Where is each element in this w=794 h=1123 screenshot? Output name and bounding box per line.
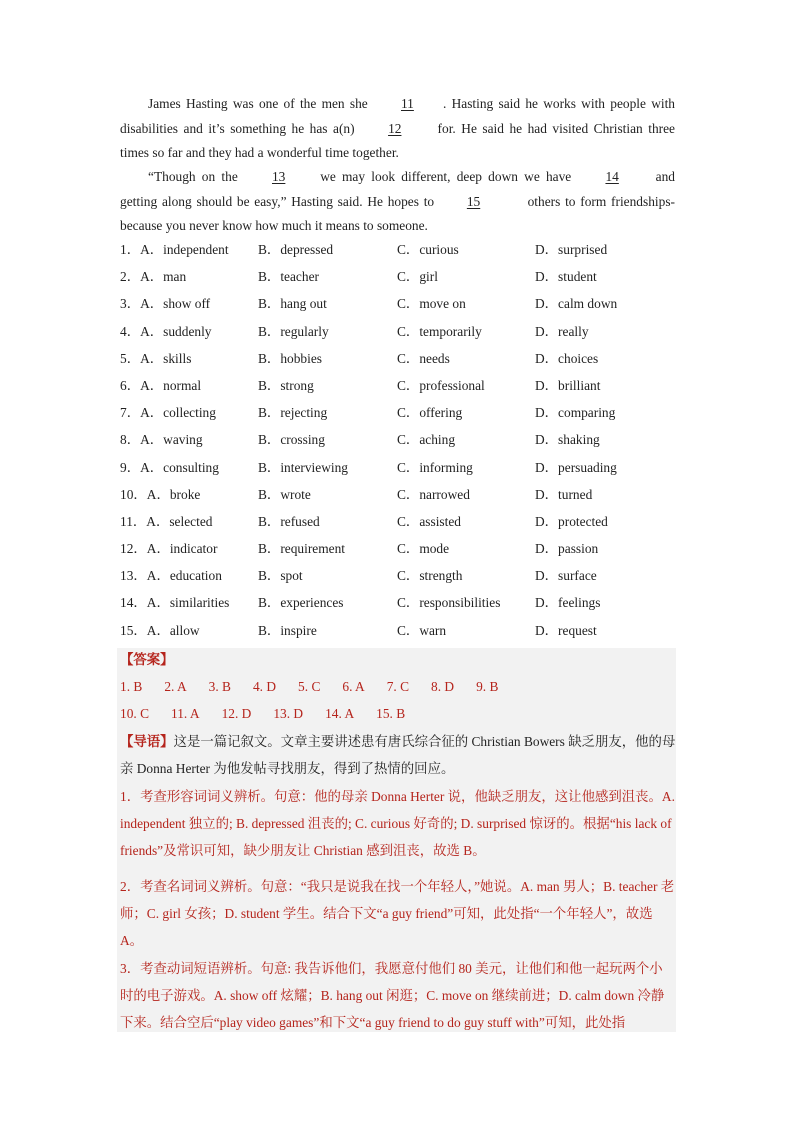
option-c[interactable]: C．warn <box>397 622 447 638</box>
option-b[interactable]: B．hobbies <box>258 350 322 366</box>
option-c[interactable]: C．mode <box>397 541 450 557</box>
option-d[interactable]: D．surface <box>535 568 597 584</box>
option-row <box>120 510 680 537</box>
answer-key: 15. B <box>376 706 406 721</box>
option-a[interactable]: 4．A．suddenly <box>120 323 212 339</box>
option-d[interactable]: D．passion <box>535 541 599 557</box>
option-b[interactable]: B．interviewing <box>258 459 349 475</box>
option-row <box>120 374 680 401</box>
option-a[interactable]: 3．A．show off <box>120 296 211 312</box>
option-a[interactable]: 11．A．selected <box>120 513 213 529</box>
blank-12[interactable]: 12 <box>388 120 402 136</box>
option-row <box>120 564 680 591</box>
option-a[interactable]: 1．A．independent <box>120 242 229 257</box>
option-c[interactable]: C．needs <box>397 350 450 366</box>
option-b[interactable]: B．experiences <box>258 595 344 611</box>
option-a[interactable]: 12．A．indicator <box>120 541 218 557</box>
option-c[interactable]: C．assisted <box>397 513 461 529</box>
option-b[interactable]: B．strong <box>258 377 314 393</box>
option-c[interactable]: C．aching <box>397 432 456 448</box>
passage-text: we may look different, deep down we have <box>313 169 578 184</box>
explanation-3: 3．考查动词短语辨析。句意: 我告诉他们，我愿意付他们 80 美元，让他们和他一起玩两个小时的电子游戏。A. show off 炫耀；B. hang out 闲逛；C. move on 继续前进；D. calm down 冷静下来。结合空后“play video games”和下文“a guy friend to do guy stuff with”可知，此处指 <box>120 961 665 1031</box>
option-d[interactable]: D．protected <box>535 513 608 529</box>
option-d[interactable]: D．request <box>535 622 597 638</box>
option-d[interactable]: D．calm down <box>535 296 618 312</box>
option-row <box>120 265 680 292</box>
answer-key: 6. A <box>342 679 365 694</box>
option-a[interactable]: 6．A．normal <box>120 377 202 393</box>
option-c[interactable]: C．offering <box>397 405 463 421</box>
passage-text: for. He said he had visited Christian three times so far and they had a wonderful time together. <box>120 120 675 160</box>
option-c[interactable]: C．temporarily <box>397 323 482 339</box>
passage-text: and getting along should be easy,” Hasting said. He hopes to <box>120 169 675 209</box>
option-c[interactable]: C．professional <box>397 377 485 393</box>
answer-header: 【答案】 <box>120 652 174 667</box>
option-a[interactable]: 9．A．consulting <box>120 459 219 475</box>
passage-text: James Hasting was one of the men she <box>148 96 373 111</box>
option-b[interactable]: B．spot <box>258 568 303 584</box>
option-b[interactable]: B．hang out <box>258 296 327 312</box>
option-a[interactable]: 5．A．skills <box>120 350 192 366</box>
option-b[interactable]: B．requirement <box>258 541 346 557</box>
option-c[interactable]: C．girl <box>397 269 438 285</box>
blank-11[interactable]: 11 <box>400 96 414 111</box>
answer-key: 14. A <box>325 706 355 721</box>
option-row <box>120 483 680 510</box>
passage-paragraph-2 <box>120 165 675 239</box>
guide-paragraph <box>120 728 676 782</box>
answer-row-1 <box>120 675 520 699</box>
answer-key: 11. A <box>171 706 200 721</box>
option-b[interactable]: B．regularly <box>258 323 329 339</box>
answer-key: 2. A <box>164 679 187 694</box>
option-d[interactable]: D．persuading <box>535 459 617 475</box>
option-c[interactable]: C．strength <box>397 568 463 584</box>
answer-key: 5. C <box>298 679 321 694</box>
option-a[interactable]: 8．A．waving <box>120 432 203 448</box>
option-row <box>120 320 680 347</box>
option-b[interactable]: B．depressed <box>258 242 334 257</box>
blank-15[interactable]: 15 <box>466 193 481 209</box>
option-d[interactable]: D．student <box>535 269 597 285</box>
option-row <box>120 428 680 455</box>
option-d[interactable]: D．feelings <box>535 595 601 611</box>
option-b[interactable]: B．rejecting <box>258 405 328 421</box>
option-d[interactable]: D．comparing <box>535 405 616 421</box>
option-d[interactable]: D．turned <box>535 486 593 502</box>
option-row <box>120 401 680 428</box>
option-a[interactable]: 7．A．collecting <box>120 405 216 421</box>
explanation-1: 1．考查形容词词义辨析。句意：他的母亲 Donna Herter 说，他缺乏朋友，这让他感到沮丧。A. independent 独立的; B. depressed 沮丧的; C. curious 好奇的; D. surprised 惊讶的。根据“his lack of friends”及常识可知，缺少朋友让 Christian 感到沮丧，故选 B。 <box>120 789 675 859</box>
passage-paragraph-1 <box>120 92 675 166</box>
option-a[interactable]: 10．A．broke <box>120 486 201 502</box>
option-b[interactable]: B．teacher <box>258 269 319 285</box>
option-c[interactable]: C．informing <box>397 459 473 475</box>
passage-text: . Hasting said he works with people with disabilities and it’s something he has a(n) <box>120 96 675 136</box>
option-c[interactable]: C．narrowed <box>397 486 470 502</box>
answer-key: 8. D <box>431 679 455 694</box>
answer-section <box>117 648 676 1032</box>
option-b[interactable]: B．refused <box>258 513 320 529</box>
option-c[interactable]: C．responsibilities <box>397 595 501 611</box>
answer-key: 9. B <box>476 679 499 694</box>
option-d[interactable]: D．really <box>535 323 589 339</box>
option-d[interactable]: D．choices <box>535 350 599 366</box>
option-row <box>120 347 680 374</box>
option-row <box>120 456 680 483</box>
option-d[interactable]: D．brilliant <box>535 377 601 393</box>
option-row <box>120 619 680 646</box>
option-b[interactable]: B．wrote <box>258 486 311 502</box>
answer-row-2 <box>120 702 427 726</box>
answer-key: 4. D <box>252 679 277 694</box>
answer-key: 3. B <box>208 679 231 694</box>
blank-14[interactable]: 14 <box>605 169 619 184</box>
guide-header: 【导语】 <box>120 734 174 749</box>
option-row <box>120 238 680 265</box>
guide-text: 这是一篇记叙文。文章主要讲述患有唐氏综合征的 Christian Bowers 缺乏朋友，他的母亲 Donna Herter 为他发帖寻找朋友，得到了热情的回应。 <box>120 734 676 777</box>
option-list <box>120 238 680 646</box>
answer-key: 10. C <box>120 706 150 721</box>
option-b[interactable]: B．inspire <box>258 622 317 638</box>
option-row <box>120 537 680 564</box>
blank-13[interactable]: 13 <box>271 169 286 184</box>
explanation-2: 2．考查名词词义辨析。句意：“我只是说我在找一个年轻人，”她说。A. man 男人；B. teacher 老师；C. girl 女孩；D. student 学生。结合下文“a guy friend”可知，此处指“一个年轻人”，故选 A。 <box>120 879 675 949</box>
option-b[interactable]: B．crossing <box>258 432 325 448</box>
option-a[interactable]: 2．A．man <box>120 269 187 285</box>
option-c[interactable]: C．curious <box>397 242 459 257</box>
option-a[interactable]: 13．A．education <box>120 568 222 584</box>
passage-text: others to form friendships-because you never know how much it means to someone. <box>120 193 675 233</box>
answer-key: 13. D <box>273 706 304 721</box>
option-d[interactable]: D．surprised <box>535 242 608 257</box>
option-c[interactable]: C．move on <box>397 296 466 312</box>
option-row <box>120 591 680 618</box>
option-d[interactable]: D．shaking <box>535 432 600 448</box>
answer-key: 12. D <box>221 706 252 721</box>
option-a[interactable]: 15．A．allow <box>120 622 200 638</box>
option-a[interactable]: 14．A．similarities <box>120 595 230 611</box>
passage-text: “Though on the <box>148 169 244 184</box>
answer-key: 1. B <box>120 679 143 694</box>
option-row <box>120 292 680 319</box>
answer-key: 7. C <box>386 679 410 694</box>
